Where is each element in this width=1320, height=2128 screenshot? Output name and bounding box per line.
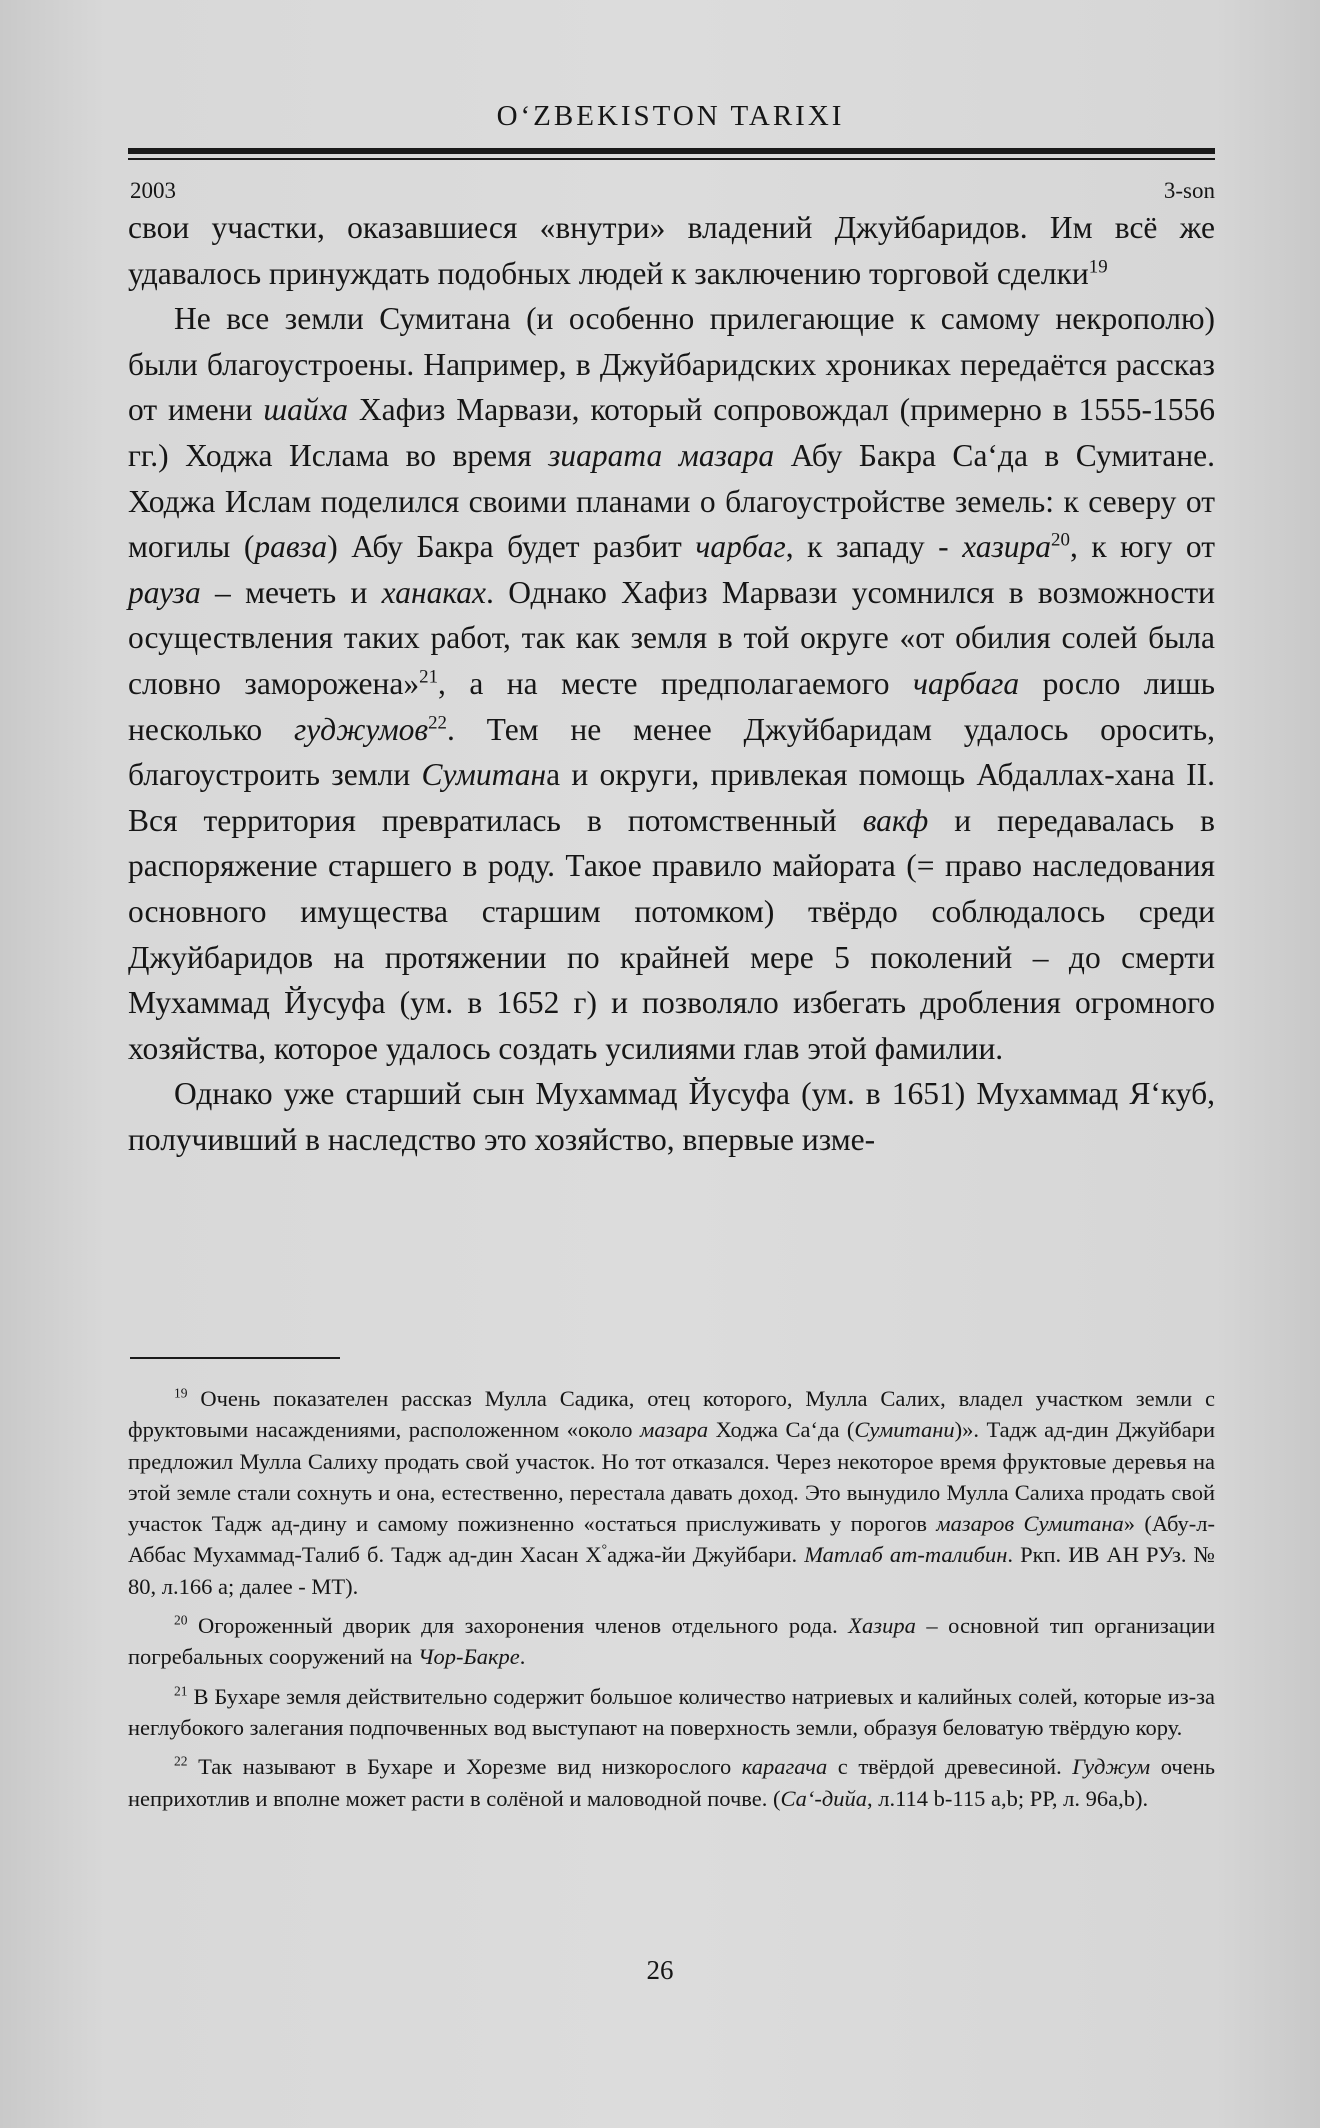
footnote-separator <box>130 1357 340 1359</box>
term-vakf: вакф <box>862 802 929 838</box>
main-text <box>128 205 1215 1162</box>
term-hazira: хазира <box>962 529 1052 565</box>
footnote-number: 21 <box>174 1683 188 1699</box>
footnote-19: $^{19}$ Очень показателен рассказ Мулла Садика, отец которого, Мулла Салих, владел участком земли с фруктовыми насаждениями, расположенном «около мазара Ходжа Са‘да (Сумитани)». Тадж ад-дин Джуйбари предложил Мулла Салиху продать свой участок. Но тот отказался. Через некоторое время фруктовые деревья на этой земле стали сохнуть и она, естественно, перестала давать доход. Это вынудило Мулла Салиха продать свой участок Тадж ад-дину и самому пожизненно «остаться прислуживать у порогов мазаров Сумитана» (Абу-л-Аббас Мухаммад-Талиб б. Тадж ад-дин Хасан Х°аджа-йи Джуйбари. Матлаб ат-талибин. Ркп. ИВ АН РУз. № 80, л.166 а; далее - МТ). <box>128 1385 1215 1599</box>
footnote-ref-22: 22 <box>428 712 447 734</box>
term-gudzhum: гуджумов <box>293 711 429 747</box>
paragraph-3: Однако уже старший сын Мухаммад Йусуфа (ум. в 1651) Мухаммад Я‘куб, получивший в наследство это хозяйство, впервые изме- <box>128 1076 1215 1157</box>
page-number: 26 <box>646 1955 674 1985</box>
term-sumitan: Сумитан <box>421 757 547 793</box>
footnote-22: $^{22}$ Так называют в Бухаре и Хорезме вид низкорослого карагача с твёрдой древесиной. Гуджум очень неприхотлив и вполне может расти в солёной и маловодной почве. (Са‘-дийа, л.114 b-115 a,b; РР, л. 96а,b). <box>128 1753 1215 1811</box>
footnote-number: 22 <box>174 1753 188 1769</box>
term-charbag: чарбаг <box>695 529 786 565</box>
footnote-20: $^{20}$ Огороженный дворик для захоронения членов отдельного рода. Хазира – основной тип организации погребальных сооружений на Чор-Бакре. <box>128 1612 1215 1670</box>
footnote-ref-19: 19 <box>1088 256 1108 278</box>
footnote-number: 20 <box>174 1612 188 1628</box>
issue-year: 2003 <box>130 178 176 203</box>
term-charbaga: чарбага <box>912 665 1020 701</box>
paragraph-1-text: свои участки, оказавшиеся «внутри» владений Джуйбаридов. Им всё же удавалось принуждать подобных людей к заключению торговой сделки <box>128 210 1215 291</box>
paragraph-2: Не все земли Сумитана (и особенно прилегающие к самому некрополю) были благоустроены. Например, в Джуйбаридских хрониках передаётся рассказ от имени шайха Хафиз Марвази, который сопровождал (примерно в 1555-1556 гг.) Ходжа Ислама во время зиарата мазара Абу Бакра Са‘да в Сумитане. Ходжа Ислам поделился своими планами о благоустройстве земель: к северу от могилы (равза) Абу Бакра будет разбит чарбаг, к западу - хазира$^{20}$, к югу от рауза – мечеть и ханаках. Однако Хафиз Марвази усомнился в возможности осуществления таких работ, так как земля в той округе «от обилия солей была словно заморожена»$^{21}$, а на месте предполагаемого чарбага росло лишь несколько гуджумов$^{22}$. Тем не менее Джуйбаридам удалось оросить, благоустроить земли Сумитана и округи, привлекая помощь Абдаллах-хана II. Вся территория превратилась в потомственный вакф и передавалась в распоряжение старшего в роду. Такое правило майората (= право наследования основного имущества старшим потомком) твёрдо соблюдалось среди Джуйбаридов на протяжении по крайней мере 5 поколений – до смерти Мухаммад Йусуфа (ум. в 1652 г) и позволяло избегать дробления огромного хозяйства, которое удалось создать усилиями глав этой фамилии. <box>128 301 1216 1066</box>
term-rauza: рауза <box>128 574 201 610</box>
paragraph-1 <box>128 205 1215 296</box>
footnote-number: 19 <box>174 1385 188 1401</box>
issue-number: 3-son <box>1163 178 1215 203</box>
footnote-ref-21: 21 <box>419 666 439 688</box>
header-rule-thick <box>128 148 1215 154</box>
term-shaikh: шайха <box>263 392 348 428</box>
footnotes <box>128 1383 1215 1822</box>
journal-title: O‘ZBEKISTON TARIXI <box>496 100 845 132</box>
footnote-21: $^{21}$ В Бухаре земля действительно содержит большое количество натриевых и калийных солей, которые из-за неглубокого залегания подпочвенных вод выступают на поверхность земли, образуя беловатую твёрдую кору. <box>128 1683 1215 1740</box>
term-ziarat: зиарата мазара <box>548 437 775 473</box>
term-ravza: равза <box>254 529 328 565</box>
term-hanakah: ханаках <box>381 574 487 610</box>
header-rule-thin <box>128 158 1215 160</box>
footnote-ref-20: 20 <box>1051 529 1070 551</box>
